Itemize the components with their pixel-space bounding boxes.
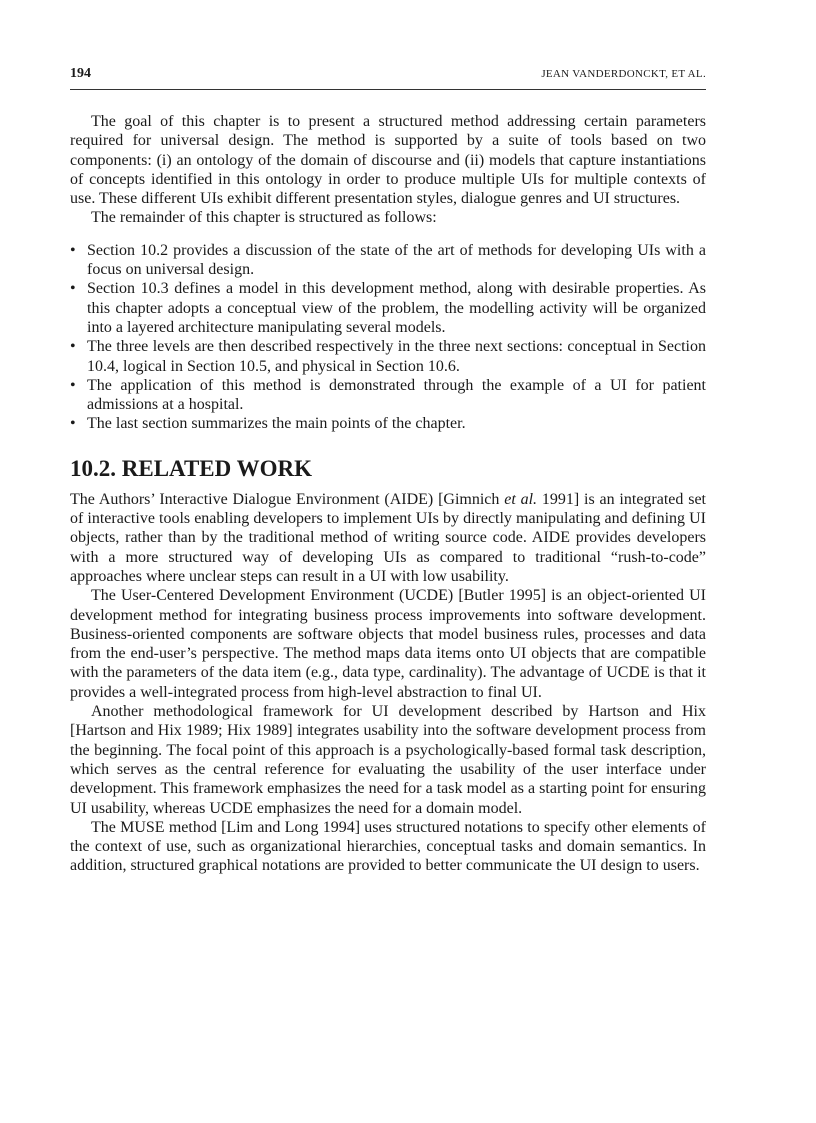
aide-text-end: 1991] is an integrated set of interactive tools enabling developers to implement UIs by directly manipulating and defining UI objects, rather than by the traditional method of writing source code. AIDE provides developers with a more structured way of developing UIs as compared to traditional “rush-to-code” approaches where unclear steps can result in a UI with low usability. bbox=[70, 490, 707, 585]
list-item: • Section 10.3 defines a model in this development method, along with desirable properties. As this chapter adopts a conceptual view of the problem, the modelling activity will be organized into a layered architecture manipulating several models. bbox=[70, 279, 706, 337]
aide-text-start: The Authors’ Interactive Dialogue Environment (AIDE) [Gimnich bbox=[70, 490, 505, 508]
page-number: 194 bbox=[70, 66, 91, 81]
aide-paragraph bbox=[70, 490, 706, 586]
citation-et-al: et al. bbox=[504, 490, 538, 508]
chapter-outline-list bbox=[70, 241, 706, 434]
ucde-paragraph: The User-Centered Development Environment (UCDE) [Butler 1995] is an object-oriented UI development method for integrating business process improvements into software development. Business-oriented components are software objects that model business rules, processes and data from the end-user’s perspective. The method maps data items onto UI objects that are compatible with the parameters of the data item (e.g., data type, cardinality). The advantage of UCDE is that it provides a well-integrated process from high-level abstraction to final UI. bbox=[70, 587, 706, 701]
list-item: • The last section summarizes the main points of the chapter. bbox=[70, 414, 706, 433]
list-item: • The three levels are then described respectively in the three next sections: conceptual in Section 10.4, logical in Section 10.5, and physical in Section 10.6. bbox=[70, 337, 706, 376]
muse-paragraph: The MUSE method [Lim and Long 1994] uses structured notations to specify other elements of the context of use, such as organizational hierarchies, conceptual tasks and domain semantics. In addition, structured graphical notations are provided to better communicate the UI design to users. bbox=[70, 818, 706, 875]
intro-paragraph: The goal of this chapter is to present a structured method addressing certain parameters required for universal design. The method is supported by a suite of tools based on two components: (i) an ontology of the domain of discourse and (ii) models that capture instantiations of concepts identified in this ontology in order to produce multiple UIs for multiple contexts of use. These different UIs exhibit different presentation styles, dialogue genres and UI structures. bbox=[70, 113, 706, 208]
list-item: • Section 10.2 provides a discussion of the state of the art of methods for developing UIs with a focus on universal design. bbox=[70, 241, 706, 280]
intro-structure-paragraph: The remainder of this chapter is structured as follows: bbox=[91, 209, 437, 227]
running-header bbox=[70, 66, 706, 90]
list-item: • The application of this method is demonstrated through the example of a UI for patient admissions at a hospital. bbox=[70, 376, 706, 415]
section-heading: 10.2. RELATED WORK bbox=[70, 455, 312, 481]
hartson-hix-paragraph: Another methodological framework for UI development described by Hartson and Hix [Hartson and Hix 1989; Hix 1989] integrates usability into the software development process from the beginning. The focal point of this approach is a psychologically-based formal task description, which serves as the central reference for evaluating the usability of the user interface under development. This framework emphasizes the need for a task model as a starting point for ensuring UI usability, whereas UCDE emphasizes the need for a domain model. bbox=[70, 703, 706, 817]
running-author: JEAN VANDERDONCKT, ET AL. bbox=[541, 68, 706, 80]
body-text bbox=[70, 112, 706, 876]
